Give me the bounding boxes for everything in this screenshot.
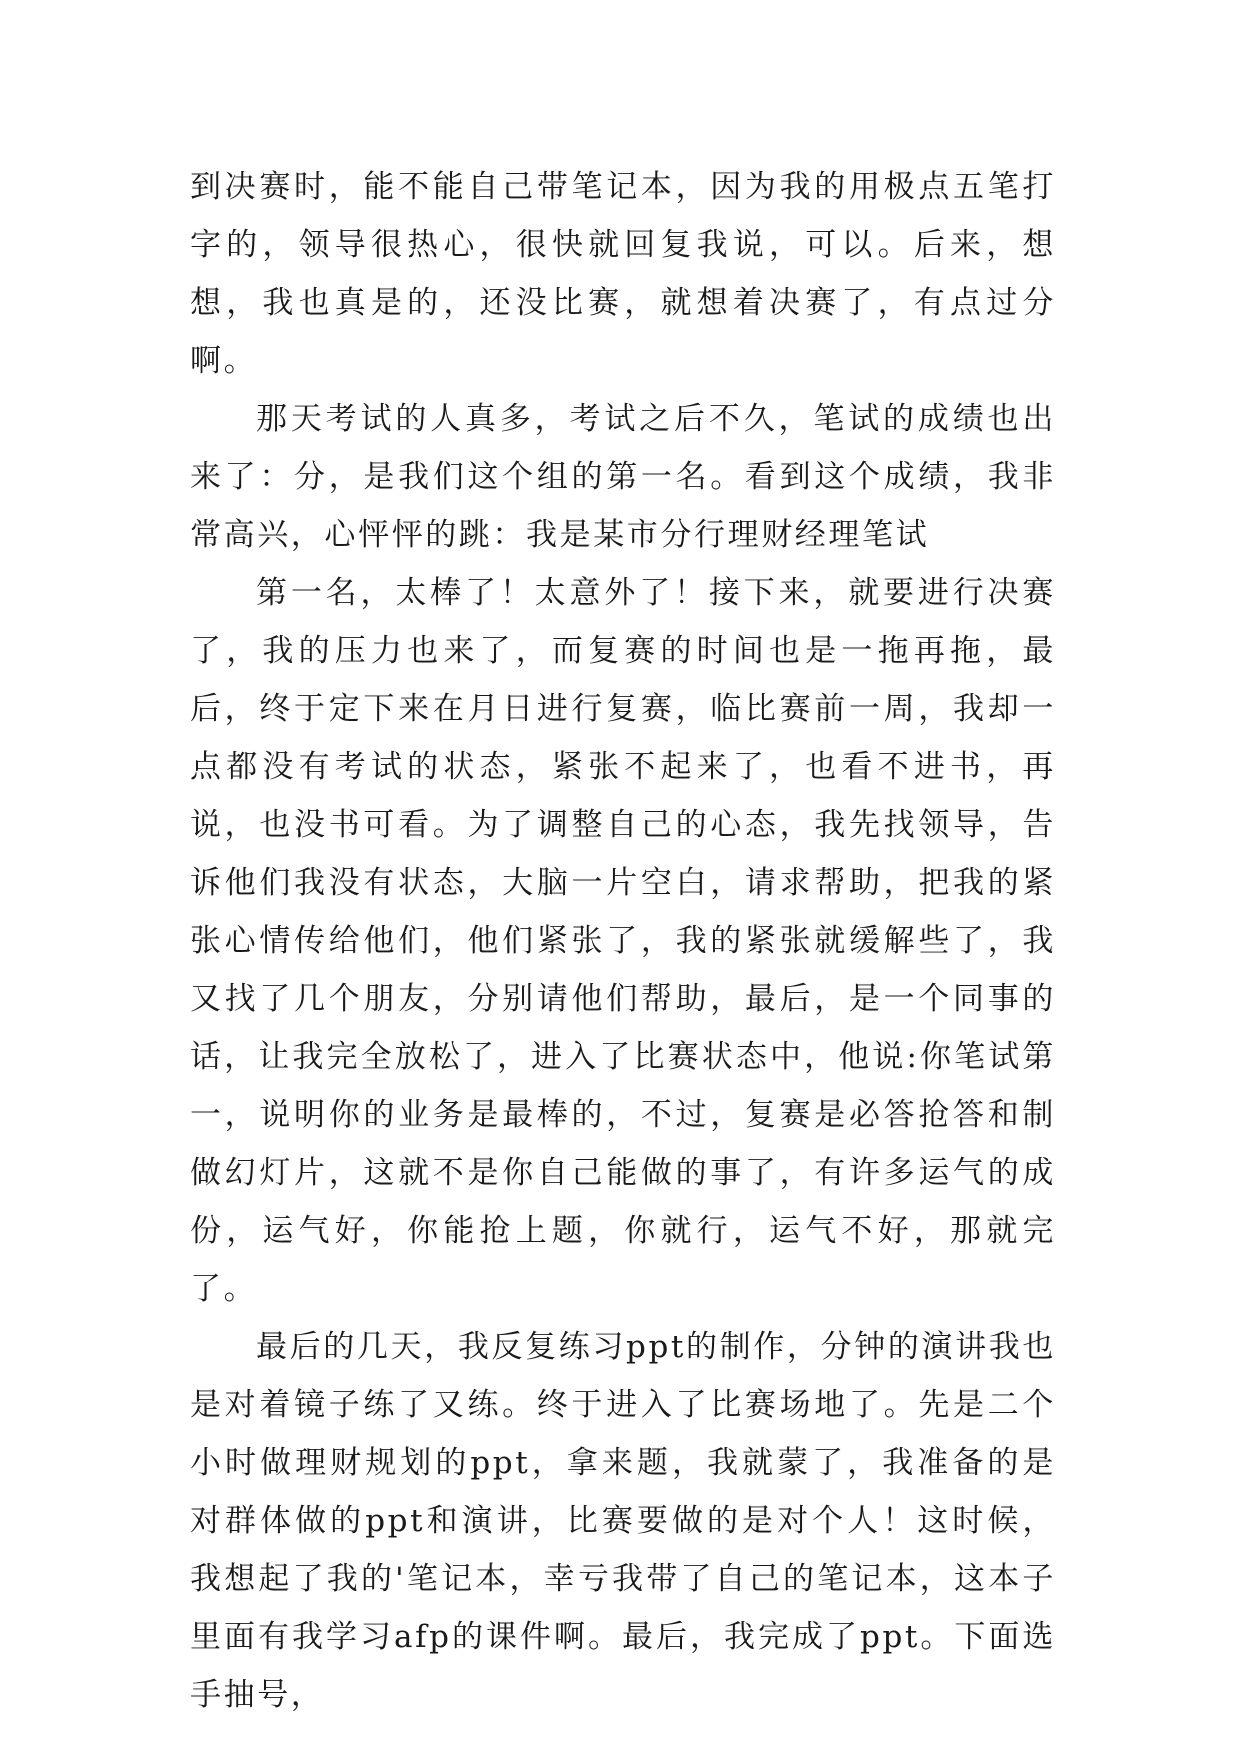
paragraph-3: 第一名，太棒了！太意外了！接下来，就要进行决赛了，我的压力也来了，而复赛的时间也是一拖再拖，最后，终于定下来在月日进行复赛，临比赛前一周，我却一点都没有考试的状态，紧张不起来了，也看不进书，再说，也没书可看。为了调整自己的心态，我先找领导，告诉他们我没有状态，大脑一片空白，请求帮助，把我的紧张心情传给他们，他们紧张了，我的紧张就缓解些了，我又找了几个朋友，分别请他们帮助，最后，是一个同事的话，让我完全放松了，进入了比赛状态中，他说:你笔试第一，说明你的业务是最棒的，不过，复赛是必答抢答和制做幻灯片，这就不是你自己能做的事了，有许多运气的成份，运气好，你能抢上题，你就行，运气不好，那就完了。: [190, 575, 1056, 1307]
paragraph-4: 最后的几天，我反复练习ppt的制作，分钟的演讲我也是对着镜子练了又练。终于进入了比赛场地了。先是二个小时做理财规划的ppt，拿来题，我就蒙了，我准备的是对群体做的ppt和演讲，比赛要做的是对个人！这时候，我想起了我的'笔记本，幸亏我带了自己的笔记本，这本子里面有我学习afp的课件啊。最后，我完成了ppt。下面选手抽号，: [190, 1329, 1056, 1713]
paragraph-1: 到决赛时，能不能自己带笔记本，因为我的用极点五笔打字的，领导很热心，很快就回复我说，可以。后来，想想，我也真是的，还没比赛，就想着决赛了，有点过分啊。: [190, 169, 1056, 379]
paragraph-2: 那天考试的人真多，考试之后不久，笔试的成绩也出来了：分，是我们这个组的第一名。看到这个成绩，我非常高兴，心怦怦的跳：我是某市分行理财经理笔试: [190, 401, 1056, 553]
document-page: [190, 158, 1056, 1724]
